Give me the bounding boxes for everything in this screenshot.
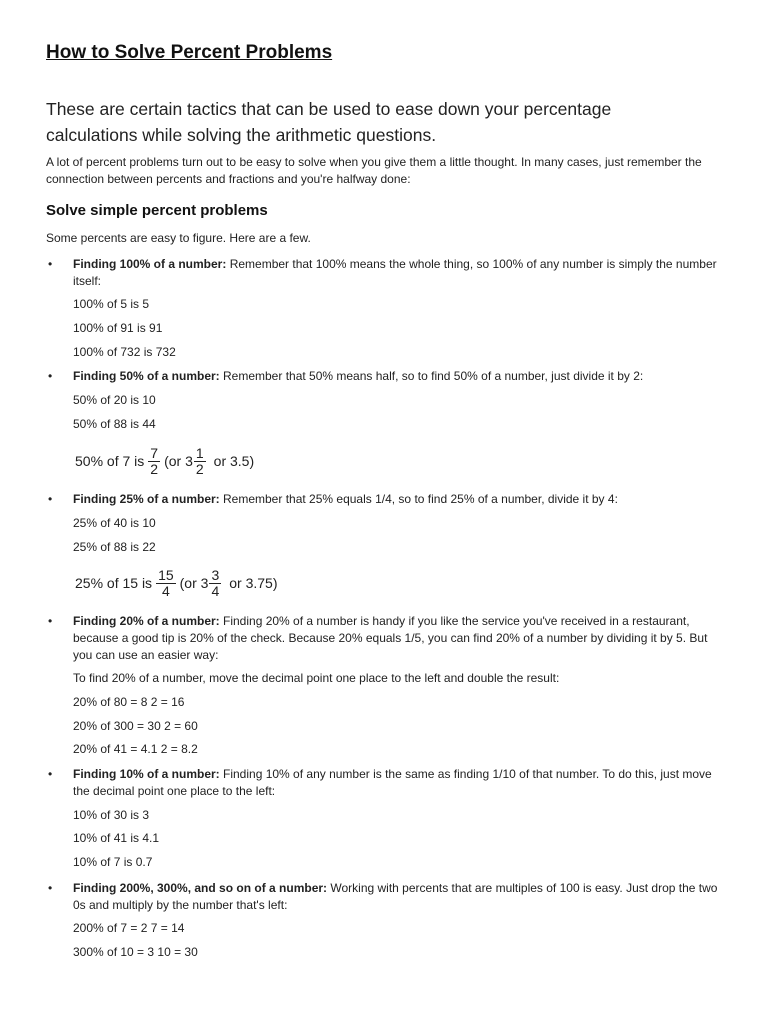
fraction-denominator: 4 (161, 582, 170, 599)
section-heading: Solve simple percent problems (46, 202, 268, 219)
bullet-multiples-of-100 (73, 880, 723, 914)
page-title: How to Solve Percent Problems (46, 42, 333, 63)
fraction-suffix: or 3.75) (229, 575, 278, 591)
bullet-label: Finding 20% of a number: (73, 614, 220, 628)
mixed-whole: (or 3 (164, 453, 193, 469)
example-line: 10% of 7 is 0.7 (73, 855, 153, 869)
fraction-denominator: 4 (211, 582, 220, 599)
bullet-body: Remember that 100% means the whole thing, so 100% of any number is simply the number itself: (73, 257, 717, 288)
example-line: 20% of 300 = 30 2 = 60 (73, 719, 198, 733)
example-line: 20% of 80 = 8 2 = 16 (73, 695, 185, 709)
bullet-label: Finding 200%, 300%, and so on of a number: (73, 881, 328, 895)
mixed-number (164, 446, 210, 477)
bullet-icon: • (48, 492, 53, 506)
bullet-50-percent (73, 368, 723, 385)
example-line: 300% of 10 = 3 10 = 30 (73, 945, 198, 959)
bullet-body: Remember that 50% means half, so to find 50% of a number, just divide it by 2: (219, 369, 644, 383)
bullet-icon: • (48, 881, 53, 895)
fraction-numerator: 1 (195, 444, 204, 461)
intro-paragraph: A lot of percent problems turn out to be easy to solve when you give them a little thought. In many cases, just remember the connection between percents and fractions and you're halfway done: (46, 155, 702, 186)
fraction (148, 446, 160, 477)
bullet-note: To find 20% of a number, move the decimal point one place to the left and double the result: (73, 671, 560, 685)
bullet-25-percent (73, 491, 723, 508)
example-line: 50% of 88 is 44 (73, 417, 156, 431)
fraction-numerator: 15 (158, 566, 174, 583)
example-line: 50% of 20 is 10 (73, 393, 156, 407)
fraction-numerator: 7 (150, 444, 159, 461)
fraction (209, 568, 221, 599)
fraction (156, 568, 176, 599)
fraction (194, 446, 206, 477)
bullet-body: Finding 20% of a number is handy if you like the service you've received in a restaurant, because a good tip is 20% of the check. Because 20% equals 1/5, you can find 20% of a number by dividing it by 5. But you can use an easier way: (73, 614, 708, 662)
example-line: 10% of 41 is 4.1 (73, 831, 160, 845)
bullet-label: Finding 25% of a number: (73, 492, 220, 506)
bullet-20-percent (73, 613, 723, 664)
fraction-suffix: or 3.5) (213, 453, 255, 469)
bullet-body: Remember that 25% equals 1/4, so to find 25% of a number, divide it by 4: (219, 492, 618, 506)
example-line: 10% of 30 is 3 (73, 808, 150, 822)
example-line: 20% of 41 = 4.1 2 = 8.2 (73, 742, 198, 756)
bullet-10-percent (73, 766, 723, 800)
fraction-equation (75, 441, 254, 481)
bullet-icon: • (48, 767, 53, 781)
bullet-body: Working with percents that are multiples of 100 is easy. Just drop the two 0s and multiply by the number that's left: (73, 881, 718, 912)
bullet-label: Finding 50% of a number: (73, 369, 220, 383)
mixed-number (180, 568, 226, 599)
bullet-100-percent (73, 256, 723, 290)
fraction-denominator: 2 (150, 460, 159, 477)
fraction-equation (75, 563, 277, 603)
mixed-whole: (or 3 (179, 575, 209, 591)
example-line: 100% of 91 is 91 (73, 321, 163, 335)
fraction-numerator: 3 (211, 566, 220, 583)
example-line: 200% of 7 = 2 7 = 14 (73, 921, 185, 935)
fraction-denominator: 2 (195, 460, 204, 477)
fraction-prefix: 25% of 15 is (75, 575, 153, 591)
example-line: 25% of 88 is 22 (73, 540, 156, 554)
bullet-icon: • (48, 614, 53, 628)
bullet-icon: • (48, 257, 53, 271)
bullet-label: Finding 100% of a number: (73, 257, 227, 271)
fraction-prefix: 50% of 7 is (75, 453, 145, 469)
example-line: 100% of 5 is 5 (73, 297, 150, 311)
bullet-body: Finding 10% of any number is the same as finding 1/10 of that number. To do this, just move the decimal point one place to the left: (73, 767, 712, 798)
bullet-label: Finding 10% of a number: (73, 767, 220, 781)
section-intro: Some percents are easy to figure. Here are a few. (46, 231, 311, 245)
example-line: 100% of 732 is 732 (73, 345, 176, 359)
lead-paragraph: These are certain tactics that can be used to ease down your percentage calculations while solving the arithmetic questions. (46, 99, 612, 145)
bullet-icon: • (48, 369, 53, 383)
example-line: 25% of 40 is 10 (73, 516, 156, 530)
